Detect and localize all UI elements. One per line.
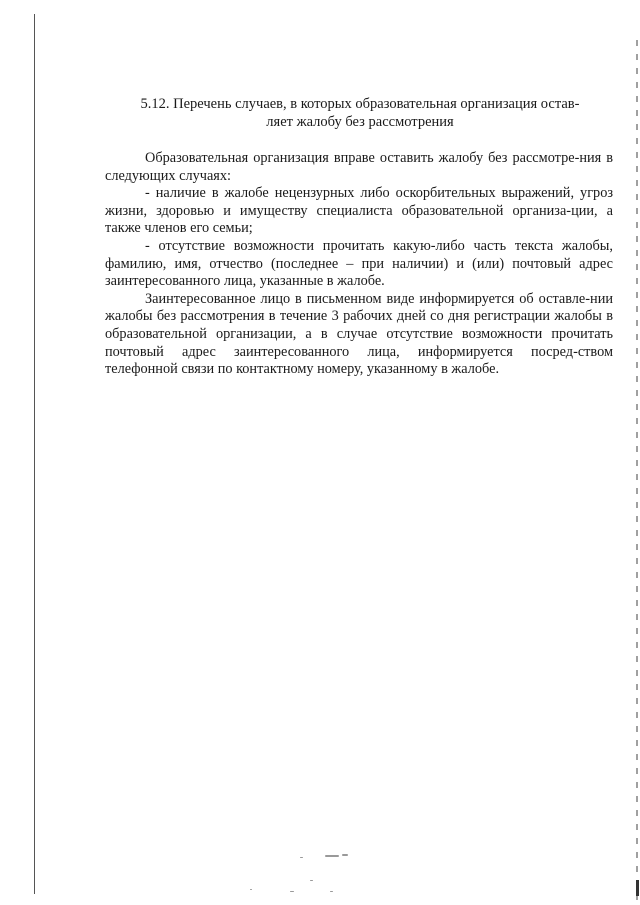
scan-edge-left [34, 14, 35, 894]
paragraph-intro: Образовательная организация вправе оставить жалобу без рассмотре-ния в следующих случаях: [105, 150, 613, 184]
section-heading-line-1: 5.12. Перечень случаев, в которых образовательная организация остав- [140, 96, 580, 112]
scan-specks [230, 845, 370, 895]
section-heading-line-2: ляет жалобу без рассмотрения [266, 114, 454, 130]
scan-edge-mark [636, 880, 639, 896]
paragraph-case-2: - отсутствие возможности прочитать какую-либо часть текста жалобы, фамилию, имя, отчество (последнее – при наличии) и (или) почтовый адрес заинтересованного лица, указанные в жалобе. [105, 237, 613, 290]
paragraph-notification: Заинтересованное лицо в письменном виде информируется об оставле-нии жалобы без рассмотрения в течение 3 рабочих дней со дня регистрации жалобы в образовательной организации, а в случае отсутствие возможности прочитать почтовый адрес заинтересованного лица, информируется посред-ством телефонной связи по контактному номеру, указанному в жалобе. [105, 290, 613, 378]
section-heading [110, 95, 610, 131]
scan-edge-right [636, 40, 638, 900]
document-body [105, 150, 613, 379]
paragraph-case-1: - наличие в жалобе нецензурных либо оскорбительных выражений, угроз жизни, здоровью и имуществу специалиста образовательной организа-ции, а также членов его семьи; [105, 185, 613, 237]
